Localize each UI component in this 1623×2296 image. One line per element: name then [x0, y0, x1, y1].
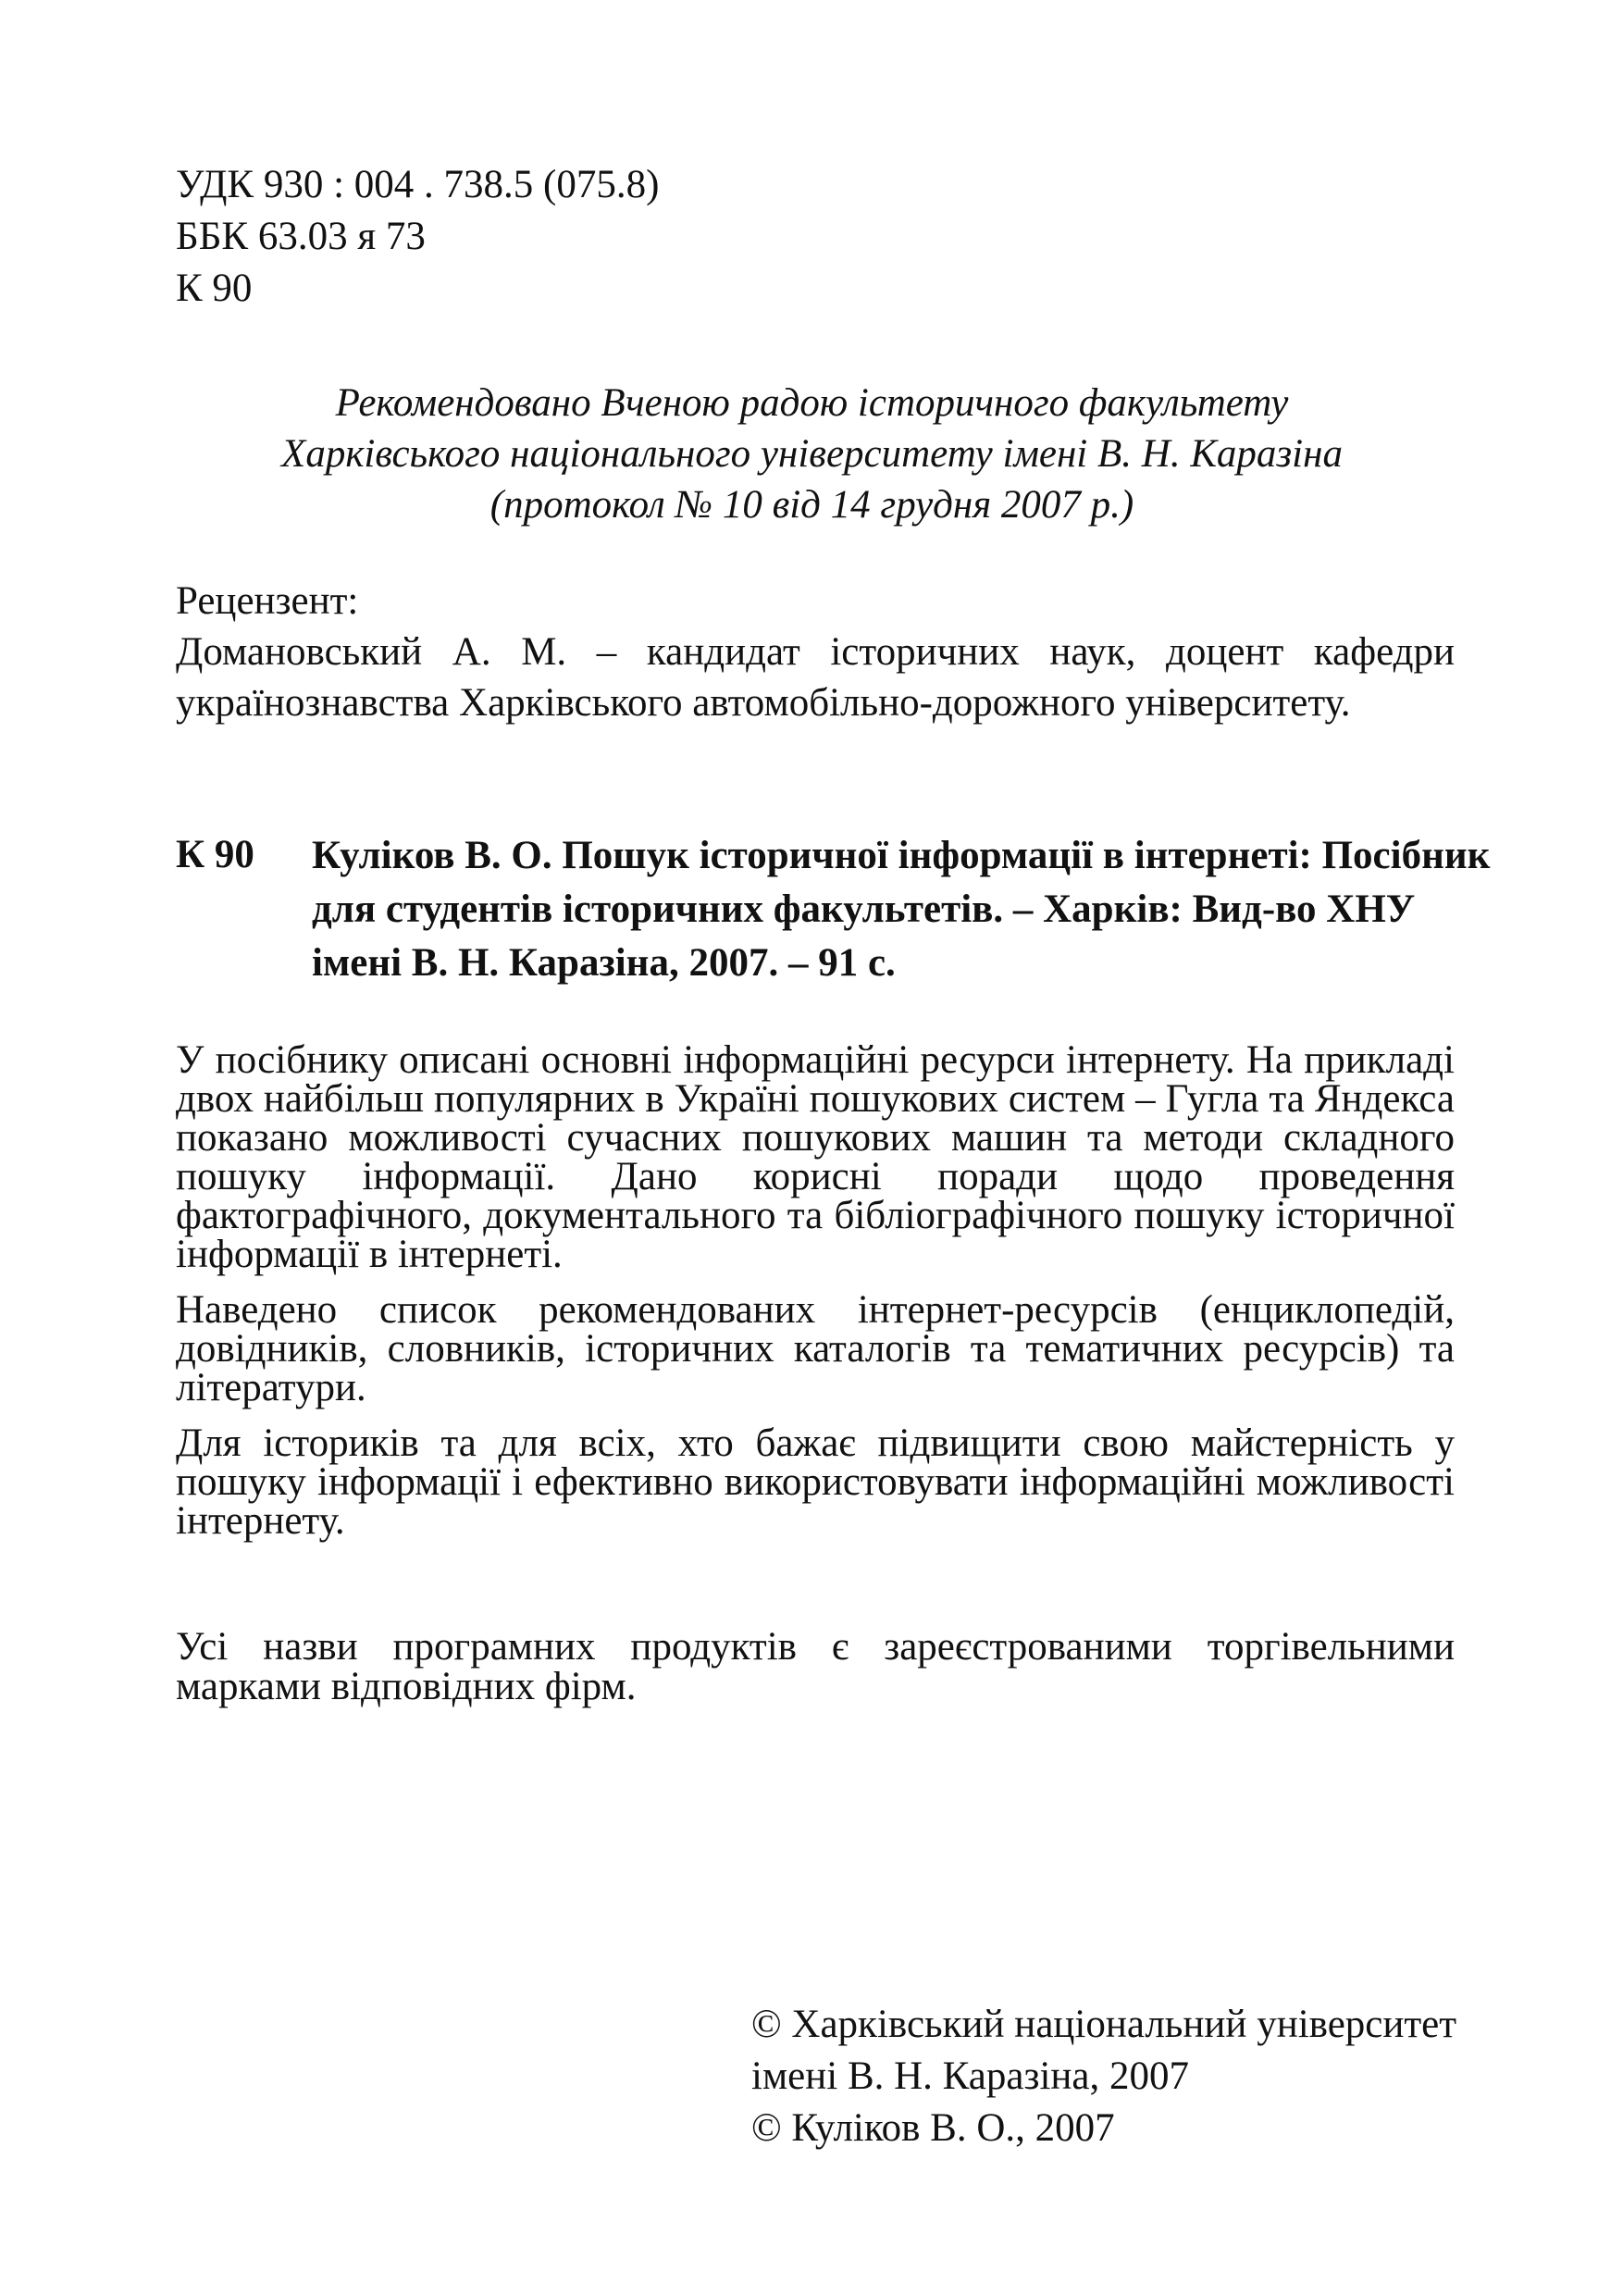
annotation-paragraph: Для істориків та для всіх, хто бажає підвищити свою майстерність у пошуку інформації і ефективно використовувати інформаційні можливості інтернету.	[176, 1421, 1455, 1543]
recommendation-block	[176, 378, 1448, 530]
bibliographic-line: для студентів історичних факультетів. – Харків: Вид-во ХНУ	[312, 887, 1416, 931]
reviewer-label: Рецензент:	[176, 579, 359, 623]
trademark-notice: Усі назви програмних продуктів є зареєстрованими торгівельними марками відповідних фірм.	[176, 1625, 1455, 1708]
annotation-paragraph: У посібнику описані основні інформаційні ресурси інтернету. На прикладі двох найбільш популярних в Україні пошукових систем – Гугла та Яндекса показано можливості сучасних пошукових машин та методи складного пошуку інформації. Дано корисні поради щодо проведення фактографічного, документального та бібліографічного пошуку історичної інформації в інтернеті.	[176, 1038, 1455, 1276]
recommendation-line: Харківського національного університету імені В. Н. Каразіна	[281, 432, 1343, 476]
udc-code: УДК 930 : 004 . 738.5 (075.8)	[176, 163, 660, 206]
bibliographic-line: імені В. Н. Каразіна, 2007. – 91 с.	[312, 941, 896, 985]
copyright-block	[751, 1999, 1456, 2154]
recommendation-line: Рекомендовано Вченою радою історичного факультету	[335, 381, 1289, 425]
bibliographic-code: К 90	[176, 833, 254, 876]
copyright-line: імені В. Н. Каразіна, 2007	[751, 2054, 1189, 2098]
annotation	[176, 1038, 1455, 1558]
bibliographic-line: Куліков В. О. Пошук історичної інформації в інтернеті: Посібник	[312, 834, 1491, 877]
classification-codes	[176, 159, 659, 315]
author-sign: К 90	[176, 267, 253, 310]
annotation-paragraph: Наведено список рекомендованих інтернет-ресурсів (енциклопедій, довідників, словників, історичних каталогів та тематичних ресурсів) та літератури.	[176, 1288, 1455, 1409]
recommendation-line: (протокол № 10 від 14 грудня 2007 р.)	[489, 483, 1134, 527]
reviewer-text: Домановський А. М. – кандидат історичних наук, доцент кафедри українознавства Харківського автомобільно-дорожного університету.	[176, 630, 1455, 725]
copyright-line: © Харківський національний університет	[751, 2003, 1457, 2046]
bibliographic-entry	[312, 829, 1490, 990]
bbk-code: ББК 63.03 я 73	[176, 215, 426, 258]
copyright-line: © Куліков В. О., 2007	[751, 2106, 1115, 2150]
